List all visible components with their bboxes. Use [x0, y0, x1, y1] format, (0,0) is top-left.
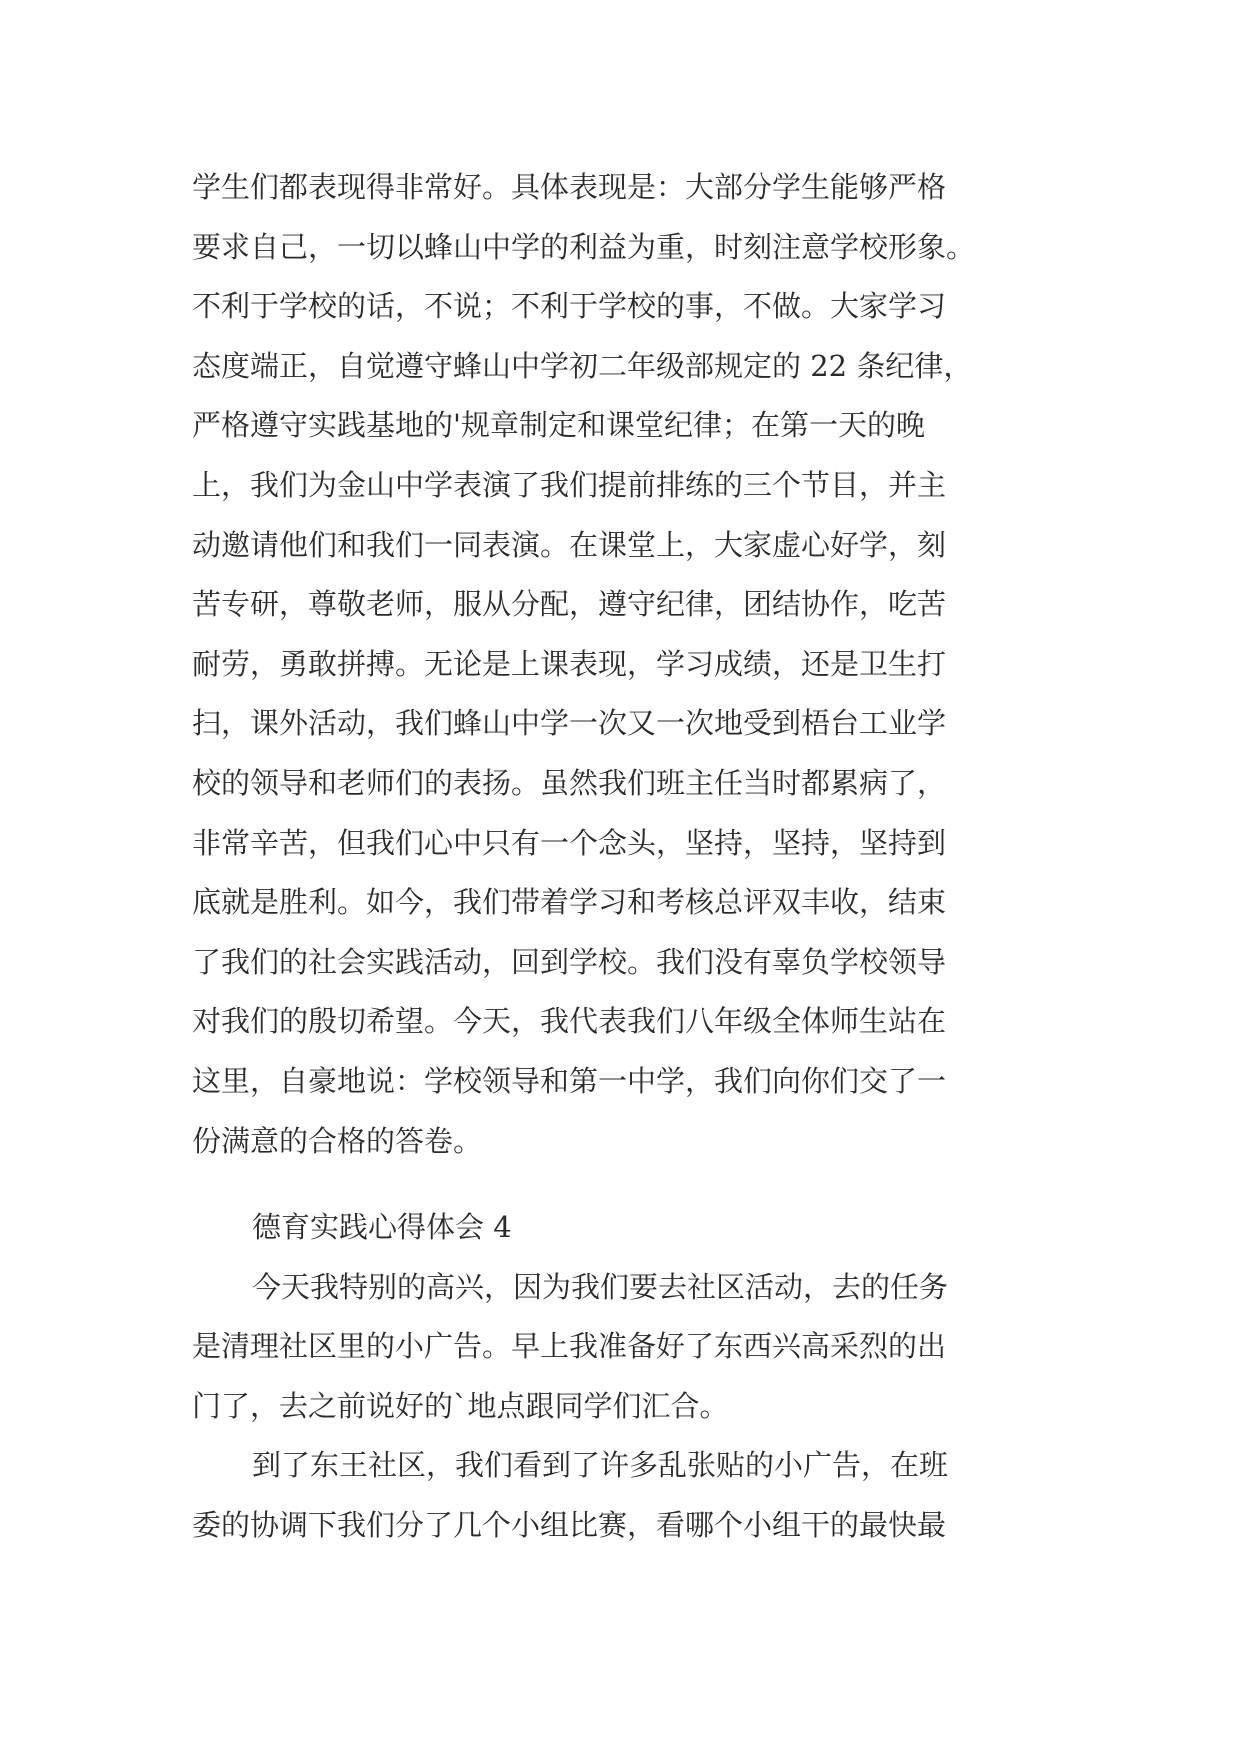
text-line: 校的领导和老师们的表扬。虽然我们班主任当时都累病了， [192, 765, 947, 800]
text-line: 对我们的殷切希望。今天，我代表我们八年级全体师生站在 [192, 1004, 947, 1039]
text-line: 动邀请他们和我们一同表演。在课堂上，大家虚心好学，刻 [192, 527, 947, 562]
text-line: 份满意的合格的答卷。 [192, 1123, 483, 1158]
text-line: 苦专研，尊敬老师，服从分配，遵守纪律，团结协作，吃苦 [192, 587, 947, 622]
text-line: 了我们的社会实践活动，回到学校。我们没有辜负学校领导 [192, 944, 947, 979]
text-line: 这里，自豪地说：学校领导和第一中学，我们向你们交了一 [192, 1063, 947, 1098]
text-line: 学生们都表现得非常好。具体表现是：大部分学生能够严格 [192, 170, 947, 204]
text-line: 底就是胜利。如今，我们带着学习和考核总评双丰收，结束 [192, 885, 947, 920]
text-line: 上，我们为金山中学表演了我们提前排练的三个节目，并主 [192, 467, 947, 502]
text-line: 委的协调下我们分了几个小组比赛，看哪个小组干的最快最 [192, 1507, 947, 1542]
paragraph-continuation [192, 158, 1072, 1171]
text-line: 今天我特别的高兴，因为我们要去社区活动，去的任务 [252, 1269, 949, 1304]
text-line: 要求自己，一切以蜂山中学的利益为重，时刻注意学校形象。 [192, 229, 976, 264]
section-4 [192, 1198, 1072, 1556]
text-line: 非常辛苦，但我们心中只有一个念头，坚持，坚持，坚持到 [192, 825, 947, 860]
section-title: 德育实践心得体会 4 [252, 1210, 512, 1244]
text-line: 不利于学校的话，不说；不利于学校的事，不做。大家学习 [192, 289, 947, 324]
text-line: 态度端正，自觉遵守蜂山中学初二年级部规定的 22 条纪律， [192, 348, 973, 383]
text-line: 是清理社区里的小广告。早上我准备好了东西兴高采烈的出 [192, 1329, 947, 1364]
text-line: 耐劳，勇敢拼搏。无论是上课表现，学习成绩，还是卫生打 [192, 646, 947, 681]
text-line: 扫，课外活动，我们蜂山中学一次又一次地受到梧台工业学 [192, 706, 947, 741]
text-line: 严格遵守实践基地的'规章制定和课堂纪律；在第一天的晚 [192, 408, 925, 443]
text-line: 门了，去之前说好的`地点跟同学们汇合。 [192, 1388, 729, 1423]
text-line: 到了东王社区，我们看到了许多乱张贴的小广告，在班 [252, 1448, 949, 1483]
